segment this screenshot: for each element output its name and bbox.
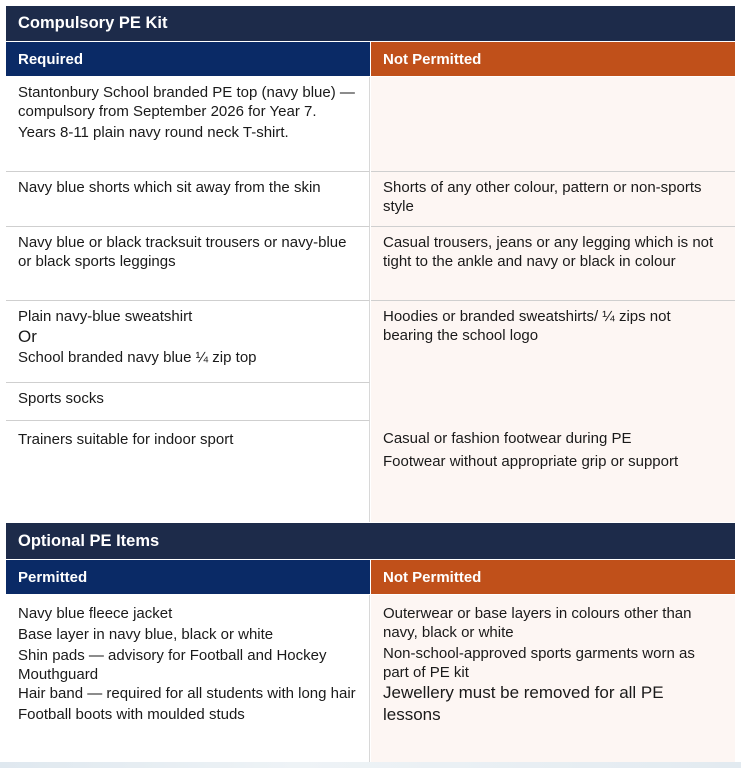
table-row-pe-top-required xyxy=(6,77,370,171)
optional-not-permitted-list xyxy=(371,595,735,762)
table-row-socks-required xyxy=(6,382,370,420)
cell-text: Casual or fashion footwear during PE xyxy=(383,430,632,447)
list-item: Hair band — required for all students with long hair xyxy=(18,685,356,702)
cell-text: Trainers suitable for indoor sport xyxy=(18,431,234,448)
permitted-header: Permitted xyxy=(6,560,370,594)
cell-text: School branded navy blue ¼ zip top xyxy=(18,349,257,366)
cell-text: Hoodies or branded sweatshirts/ ¼ zips not bearing the school logo xyxy=(383,308,671,344)
list-item: Non-school-approved sports garments worn as part of PE kit xyxy=(383,645,695,681)
optional-not-permitted-header: Not Permitted xyxy=(371,560,735,594)
cell-text: Or xyxy=(18,327,37,346)
list-item: Football boots with moulded studs xyxy=(18,706,245,723)
table-row-trainers-required xyxy=(6,420,370,522)
cell-text: Stantonbury School branded PE top (navy blue) — compulsory from September 2026 for Year 7. xyxy=(18,84,355,120)
list-item: Jewellery must be removed for all PE lessons xyxy=(383,683,664,724)
cell-text: Navy blue shorts which sit away from the skin xyxy=(18,179,321,196)
table-row-shorts-required xyxy=(6,171,370,226)
table-row-sweatshirt-required xyxy=(6,300,370,382)
list-item: Outerwear or base layers in colours other than navy, black or white xyxy=(383,605,692,641)
list-item: Base layer in navy blue, black or white xyxy=(18,626,274,643)
cell-text: Footwear without appropriate grip or support xyxy=(383,453,679,470)
table-row-sweatshirt-not-permitted xyxy=(371,300,735,420)
optional-permitted-list xyxy=(6,595,370,762)
compulsory-section-title: Compulsory PE Kit xyxy=(6,6,735,41)
table-row-trousers-required xyxy=(6,226,370,300)
table-row-trainers-not-permitted xyxy=(371,420,735,522)
list-item: Navy blue fleece jacket xyxy=(18,605,173,622)
table-row-shorts-not-permitted xyxy=(371,171,735,226)
table-row-trousers-not-permitted xyxy=(371,226,735,300)
cell-text: Shorts of any other colour, pattern or non-sports style xyxy=(383,179,702,215)
cell-text: Navy blue or black tracksuit trousers or navy-blue or black sports leggings xyxy=(18,234,347,270)
not-permitted-header: Not Permitted xyxy=(371,42,735,76)
optional-section-title: Optional PE Items xyxy=(6,523,735,559)
cell-text: Plain navy-blue sweatshirt xyxy=(18,308,193,325)
cell-text: Sports socks xyxy=(18,390,104,407)
cell-text: Casual trousers, jeans or any legging which is not tight to the ankle and navy or black in colour xyxy=(383,234,714,270)
bottom-edge xyxy=(0,762,741,768)
table-row-pe-top-not-permitted xyxy=(371,77,735,171)
list-item: Mouthguard xyxy=(18,666,99,683)
list-item: Shin pads — advisory for Football and Hockey xyxy=(18,647,327,664)
required-header: Required xyxy=(6,42,370,76)
cell-text: Years 8-11 plain navy round neck T-shirt. xyxy=(18,124,289,141)
